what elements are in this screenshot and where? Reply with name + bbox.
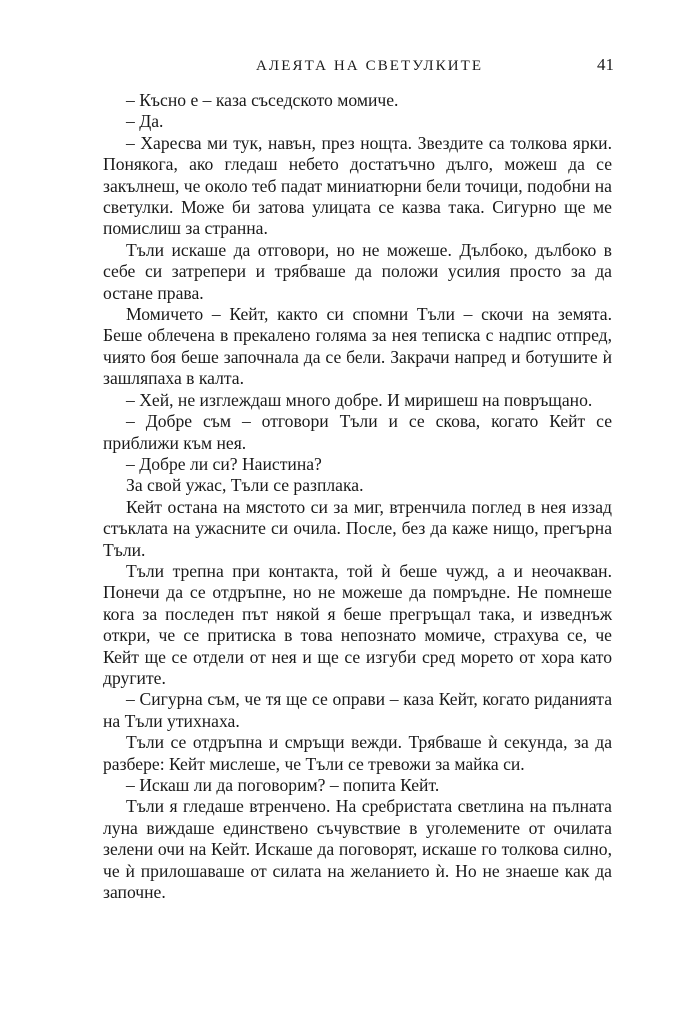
paragraph: – Добре ли си? Наистина? [126,453,322,474]
paragraph: – Харесва ми тук, навън, през нощта. Звездите са толкова ярки. Понякога, ако гледаш небето достатъчно дълго, можеш да се закълнеш, че около теб падат миниатюрни бели точици, подобни на светулки. Може би затова улицата се казва така. Сигурно ще ме помислиш за странна. [103,132,612,239]
paragraph: Момичето – Кейт, както си спомни Тъли – скочи на земята. Беше облечена в прекалено голяма за нея теписка с надпис отпред, чиято боя беше започнала да се бели. Закрачи напред и ботушите ѝ зашляпаха в калта. [103,304,612,389]
paragraph: – Искаш ли да поговорим? – попита Кейт. [126,775,440,795]
running-title: АЛЕЯТА НА СВЕТУЛКИТЕ [256,58,484,74]
page-number: 41 [597,55,614,74]
page-header [0,55,700,82]
paragraph: – Добре съм – отговори Тъли и се скова, когато Кейт се приближи към нея. [103,411,612,453]
paragraph: Тъли искаше да отговори, но не можеше. Дълбоко, дълбоко в себе си затрепери и трябваше да положи усилия просто за да остане права. [103,239,612,303]
paragraph: Тъли я гледаше втренчено. На сребристата светлина на пълната луна виждаше единствено съчувствие в уголемените от очилата зелени очи на Кейт. Искаше да поговорят, искаше го толкова силно, че ѝ прилошаваше от силата на желанието ѝ. Но не знаеше как да започне. [103,796,612,903]
paragraph: – Късно е – каза съседското момиче. [126,90,399,110]
body-text [103,90,612,903]
paragraph: Тъли се отдръпна и смръщи вежди. Трябваше ѝ секунда, за да разбере: Кейт мислеше, че Тъли се тревожи за майка си. [103,732,612,774]
paragraph: – Сигурна съм, че тя ще се оправи – каза Кейт, когато риданията на Тъли утихнаха. [103,689,612,731]
paragraph: За свой ужас, Тъли се разплака. [126,475,364,496]
paragraph: Кейт остана на мястото си за миг, втренчила поглед в нея иззад стъклата на ужасните си очила. После, без да каже нищо, прегърна Тъли. [103,496,612,560]
paragraph: Тъли трепна при контакта, той ѝ беше чужд, а и неочакван. Понечи да се отдръпне, но не можеше да помръдне. Не помнеше кога за последен път някой я беше прегръщал така, и изведнъж откри, че се притиска в това непознато момиче, страхува се, че Кейт ще се отдели от нея и ще се изгуби сред морето от хора като другите. [103,560,612,688]
paragraph: – Хей, не изглеждаш много добре. И миришеш на повръщано. [126,389,593,410]
paragraph: – Да. [126,111,164,132]
